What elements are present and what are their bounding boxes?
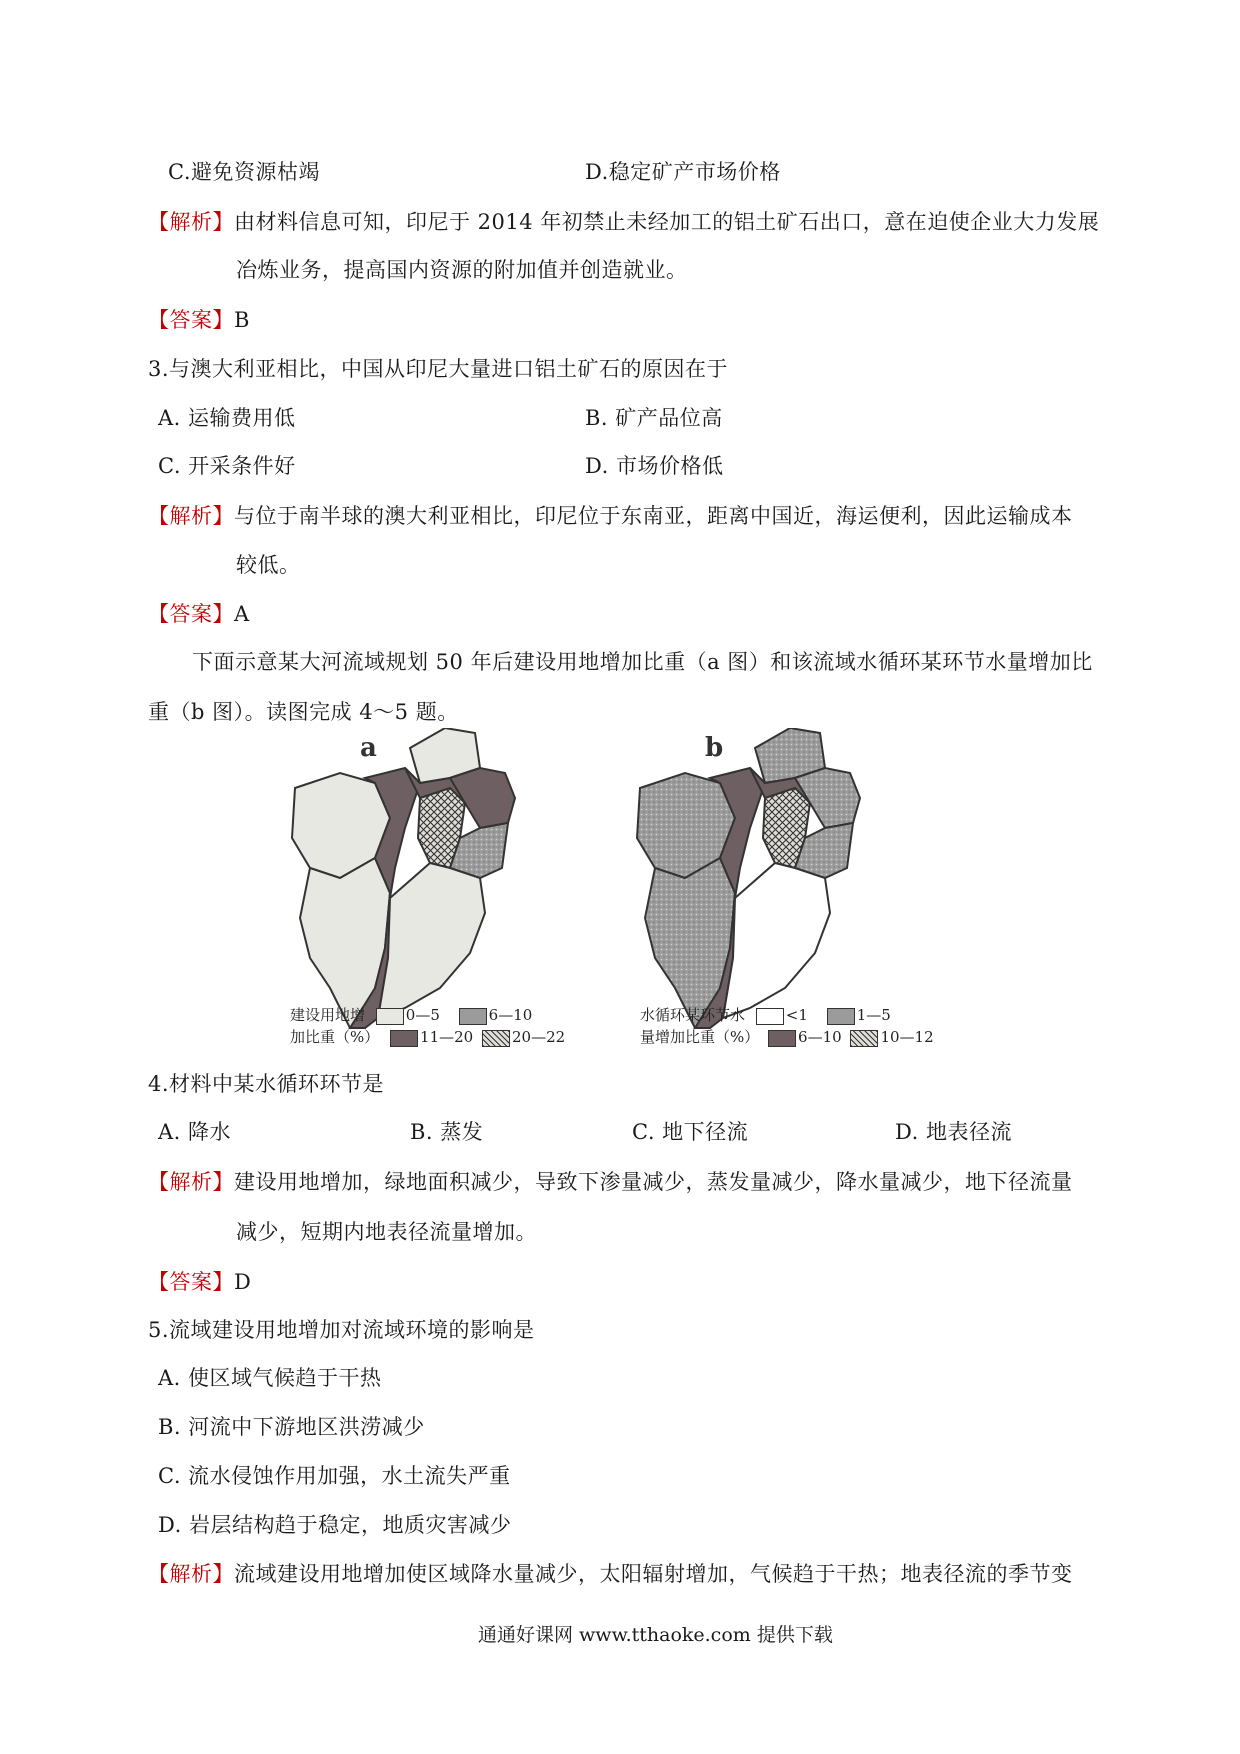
q4-answer xyxy=(148,1268,251,1296)
legend-title-line2: 量增加比重（%） xyxy=(640,1028,760,1046)
legend-item: 20—22 xyxy=(512,1028,566,1046)
page-footer: 通通好课网 www.tthaoke.com 提供下载 xyxy=(478,1624,833,1646)
legend-item: 1—5 xyxy=(856,1006,891,1024)
map-a-legend xyxy=(290,1004,565,1048)
analysis-tag: 【解析】 xyxy=(148,504,234,528)
legend-title-line1: 建设用地增 xyxy=(290,1006,366,1024)
analysis-tag: 【解析】 xyxy=(148,210,234,234)
legend-swatch-white xyxy=(756,1008,784,1025)
q3-option-c: C. 开采条件好 xyxy=(158,454,296,478)
q3-option-d: D. 市场价格低 xyxy=(585,454,724,478)
map-a-legend-row2 xyxy=(290,1026,565,1048)
legend-item: 0—5 xyxy=(405,1006,440,1024)
map-a-legend-row1 xyxy=(290,1004,565,1026)
map-b-legend xyxy=(640,1004,934,1048)
q4-option-a: A. 降水 xyxy=(158,1120,232,1144)
intro-line2: 重（b 图）。读图完成 4～5 题。 xyxy=(148,700,459,724)
q5-option-c: C. 流水侵蚀作用加强，水土流失严重 xyxy=(158,1464,511,1488)
analysis-tag: 【解析】 xyxy=(148,1170,234,1194)
legend-title-line1: 水循环某环节水 xyxy=(640,1006,746,1024)
answer-value: D xyxy=(234,1270,252,1294)
legend-swatch-dotted xyxy=(459,1008,487,1025)
map-b-legend-row2 xyxy=(640,1026,934,1048)
q4-stem: 4.材料中某水循环环节是 xyxy=(148,1072,385,1096)
answer-value: B xyxy=(234,308,250,332)
legend-swatch-dotted xyxy=(827,1008,855,1025)
q5-option-d: D. 岩层结构趋于稳定，地质灾害减少 xyxy=(158,1513,512,1537)
legend-item: 11—20 xyxy=(420,1028,474,1046)
map-b-legend-row1 xyxy=(640,1004,934,1026)
answer-tag: 【答案】 xyxy=(148,308,234,332)
q5-option-a: A. 使区域气候趋于干热 xyxy=(158,1366,382,1390)
q4-option-d: D. 地表径流 xyxy=(895,1120,1012,1144)
legend-item: 6—10 xyxy=(488,1006,533,1024)
q3-stem: 3.与澳大利亚相比，中国从印尼大量进口铝土矿石的原因在于 xyxy=(148,357,729,381)
map-a-southeast-region xyxy=(378,863,485,1018)
legend-swatch-dark xyxy=(390,1030,418,1047)
legend-swatch-crosshatch xyxy=(850,1030,878,1047)
q4-option-c: C. 地下径流 xyxy=(632,1120,749,1144)
q2-analysis-line2: 冶炼业务，提高国内资源的附加值并创造就业。 xyxy=(236,258,688,282)
intro-line1: 下面示意某大河流域规划 50 年后建设用地增加比重（a 图）和该流域水循环某环节水量增加比 xyxy=(192,650,1093,674)
legend-swatch-light xyxy=(376,1008,404,1025)
analysis-text: 流域建设用地增加使区域降水量减少，太阳辐射增加，气候趋于干热；地表径流的季节变 xyxy=(234,1562,1073,1586)
legend-item: 10—12 xyxy=(880,1028,934,1046)
q2-answer xyxy=(148,306,250,334)
q2-analysis xyxy=(148,208,1099,236)
q2-option-c: C.避免资源枯竭 xyxy=(168,160,320,184)
map-b-southeast-region xyxy=(723,863,830,1018)
analysis-text: 与位于南半球的澳大利亚相比，印尼位于东南亚，距离中国近，海运便利，因此运输成本 xyxy=(234,504,1073,528)
q4-analysis xyxy=(148,1168,1073,1196)
map-b-label: b xyxy=(705,733,724,763)
analysis-text: 由材料信息可知，印尼于 2014 年初禁止未经加工的铝土矿石出口，意在迫使企业大力发展 xyxy=(234,210,1100,234)
q3-analysis-line2: 较低。 xyxy=(236,553,301,577)
q5-option-b: B. 河流中下游地区洪涝减少 xyxy=(158,1415,425,1439)
legend-title-line2: 加比重（%） xyxy=(290,1028,380,1046)
q3-option-b: B. 矿产品位高 xyxy=(585,406,723,430)
q3-analysis xyxy=(148,502,1073,530)
analysis-tag: 【解析】 xyxy=(148,1562,234,1586)
analysis-text: 建设用地增加，绿地面积减少，导致下渗量减少，蒸发量减少，降水量减少，地下径流量 xyxy=(234,1170,1073,1194)
answer-tag: 【答案】 xyxy=(148,1270,234,1294)
q3-option-a: A. 运输费用低 xyxy=(158,406,296,430)
q4-option-b: B. 蒸发 xyxy=(410,1120,484,1144)
map-a xyxy=(292,728,515,1028)
q2-option-d: D.稳定矿产市场价格 xyxy=(585,160,781,184)
answer-value: A xyxy=(234,602,250,626)
legend-swatch-crosshatch xyxy=(482,1030,510,1047)
map-a-label: a xyxy=(360,733,377,763)
q3-answer xyxy=(148,600,250,628)
legend-swatch-dark xyxy=(768,1030,796,1047)
q5-analysis xyxy=(148,1560,1073,1588)
legend-item: <1 xyxy=(785,1006,808,1024)
q5-stem: 5.流域建设用地增加对流域环境的影响是 xyxy=(148,1318,535,1342)
legend-item: 6—10 xyxy=(798,1028,842,1046)
map-b xyxy=(637,728,860,1028)
answer-tag: 【答案】 xyxy=(148,602,234,626)
q4-analysis-line2: 减少，短期内地表径流量增加。 xyxy=(236,1220,537,1244)
